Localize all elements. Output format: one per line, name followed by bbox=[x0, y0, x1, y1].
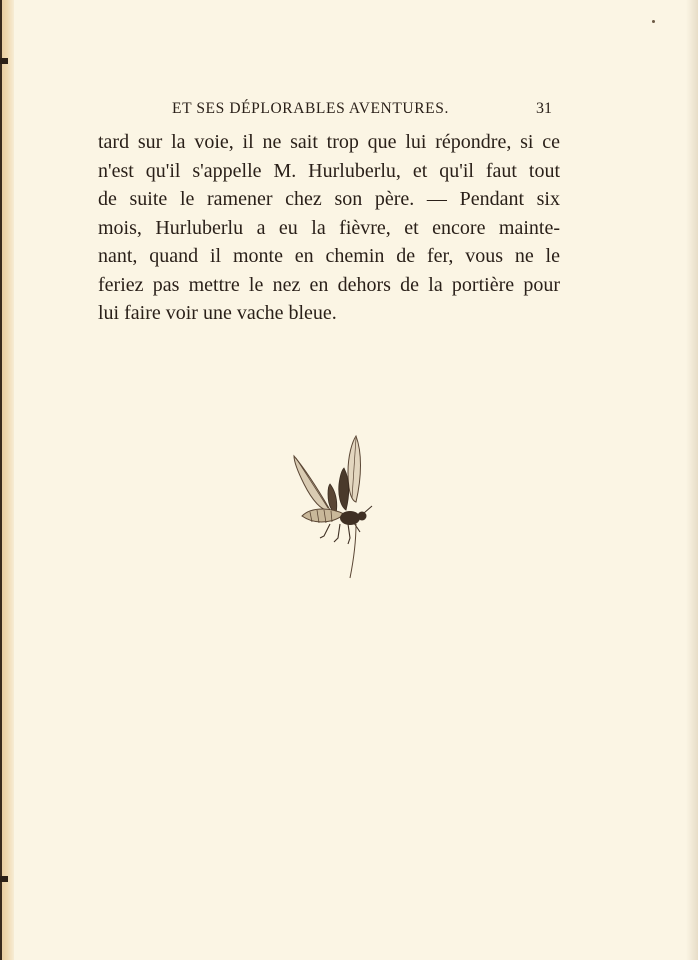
text-line: tard sur la voie, il ne sait trop que lui répondre, si ce bbox=[98, 131, 560, 153]
binding-edge bbox=[0, 0, 2, 960]
binding-stitch-bottom bbox=[0, 876, 8, 882]
binding-stitch-top bbox=[0, 58, 8, 64]
trailing-stem bbox=[350, 524, 356, 578]
insect-vignette-icon bbox=[284, 428, 384, 588]
page-number: 31 bbox=[536, 100, 552, 117]
running-title: ET SES DÉPLORABLES AVENTURES. bbox=[172, 100, 449, 117]
page-gutter bbox=[0, 0, 14, 960]
abdomen bbox=[302, 509, 344, 522]
fore-wing bbox=[339, 468, 349, 510]
head bbox=[358, 512, 367, 521]
text-line: feriez pas mettre le nez en dehors de la portière pour bbox=[98, 273, 560, 296]
paper-speck bbox=[652, 20, 655, 23]
text-line: de suite le ramener chez son père. — Pendant six bbox=[98, 188, 560, 210]
thorax bbox=[340, 511, 360, 525]
text-line: nant, quand il monte en chemin de fer, vous ne le bbox=[98, 245, 560, 267]
body-paragraph bbox=[98, 128, 560, 328]
insect-drawing bbox=[284, 428, 384, 588]
text-line: lui faire voir une vache bleue. bbox=[98, 302, 337, 324]
text-line: mois, Hurluberlu a eu la fièvre, et encore mainte- bbox=[98, 216, 560, 239]
page-edge-shadow bbox=[686, 0, 698, 960]
text-line: n'est qu'il s'appelle M. Hurluberlu, et qu'il faut tout bbox=[98, 159, 560, 182]
